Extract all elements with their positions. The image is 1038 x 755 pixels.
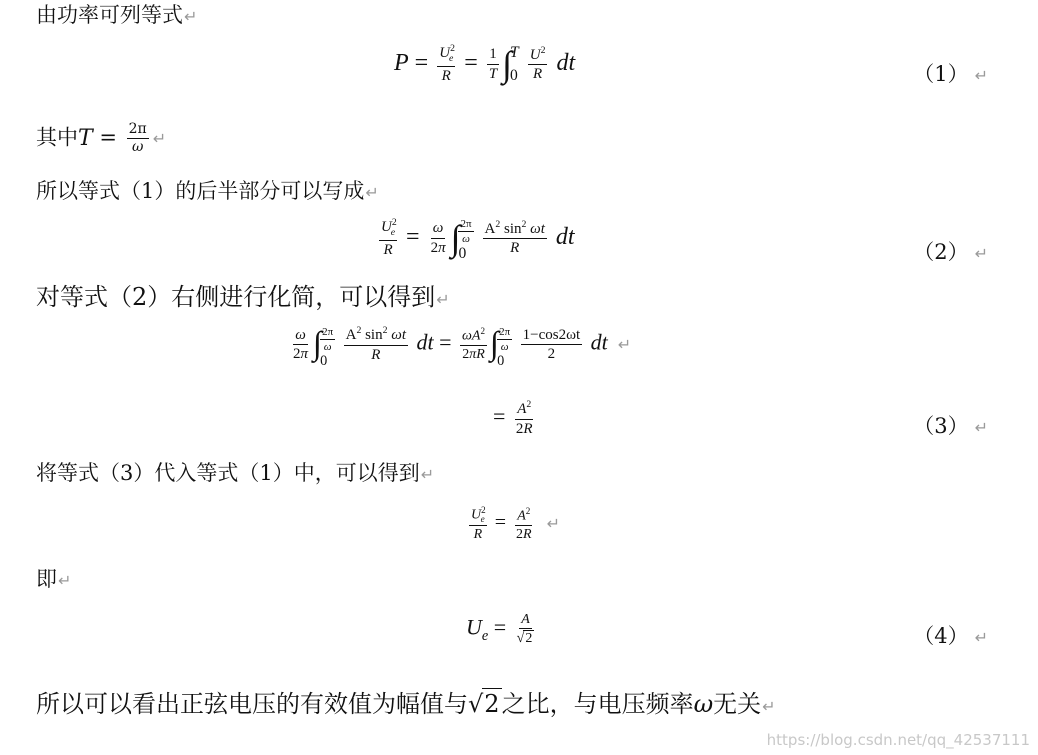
equation-3-row-1: $\frac{\omega}{2\pi}$ ∫ $\frac{2\pi}{\omega}$ 0 $\frac{A^2 \sin^2 \omega t}{R}$ dt = $\frac{\omega A^2}{2\pi R}$ ∫ $\frac{2\pi}{\omega}$ 0 $\frac{1-\cos 2\omega t}{2}$ dt ↵: [293, 325, 632, 370]
text-line-2: 其中T = $\frac{2\pi}{\omega}$ ↵: [36, 121, 167, 156]
paragraph-mark-icon: ↵: [974, 418, 988, 437]
text-line-1: 由功率可列等式↵: [36, 3, 198, 27]
equation-number-2: （2） ↵: [913, 240, 988, 264]
equation-3-row-2: = $\frac{A^2}{2R}$: [493, 399, 533, 437]
paragraph-mark-icon: ↵: [365, 183, 379, 202]
paragraph-mark-icon: ↵: [974, 628, 988, 647]
text-line-7: 所以可以看出正弦电压的有效值为幅值与√2之比，与电压频率ω无关↵: [36, 690, 776, 718]
watermark: https://blog.csdn.net/qq_42537111: [766, 731, 1030, 749]
equation-result: $\frac{U^2_e}{R}$ = $\frac{A^2}{2R}$ ↵: [471, 505, 560, 543]
equation-4: $U_e$ = $\frac{A}{√2}$: [466, 612, 533, 647]
paragraph-mark-icon: ↵: [762, 697, 776, 716]
equation-1: P = $\frac{U^2_e}{R}$ = $\frac{1}{T}$ ∫ T 0 $\frac{U^2}{R}$ dt: [394, 43, 576, 85]
paragraph-mark-icon: ↵: [436, 290, 450, 309]
equation-number-1: （1） ↵: [913, 62, 988, 86]
paragraph-mark-icon: ↵: [184, 7, 198, 26]
text-line-3: 所以等式（1）的后半部分可以写成↵: [36, 179, 379, 203]
text-line-5: 将等式（3）代入等式（1）中，可以得到↵: [36, 461, 435, 485]
paragraph-mark-icon: ↵: [152, 129, 167, 149]
paragraph-mark-icon: ↵: [546, 513, 560, 533]
text-line-6: 即↵: [36, 567, 72, 591]
paragraph-mark-icon: ↵: [617, 334, 632, 354]
equation-2: $\frac{U^2_e}{R}$ = $\frac{\omega}{2\pi}$ ∫ $\frac{2\pi}{\omega}$ 0 $\frac{A^2 \sin^2 \omega t}{R}$ dt: [381, 217, 575, 263]
equation-number-4: （4） ↵: [913, 624, 988, 648]
equation-number-3: （3） ↵: [913, 414, 988, 438]
paragraph-mark-icon: ↵: [58, 571, 72, 590]
paragraph-mark-icon: ↵: [420, 465, 435, 484]
paragraph-mark-icon: ↵: [974, 244, 988, 263]
text-line-4: 对等式（2）右侧进行化简，可以得到↵: [36, 283, 450, 311]
paragraph-mark-icon: ↵: [974, 66, 988, 85]
